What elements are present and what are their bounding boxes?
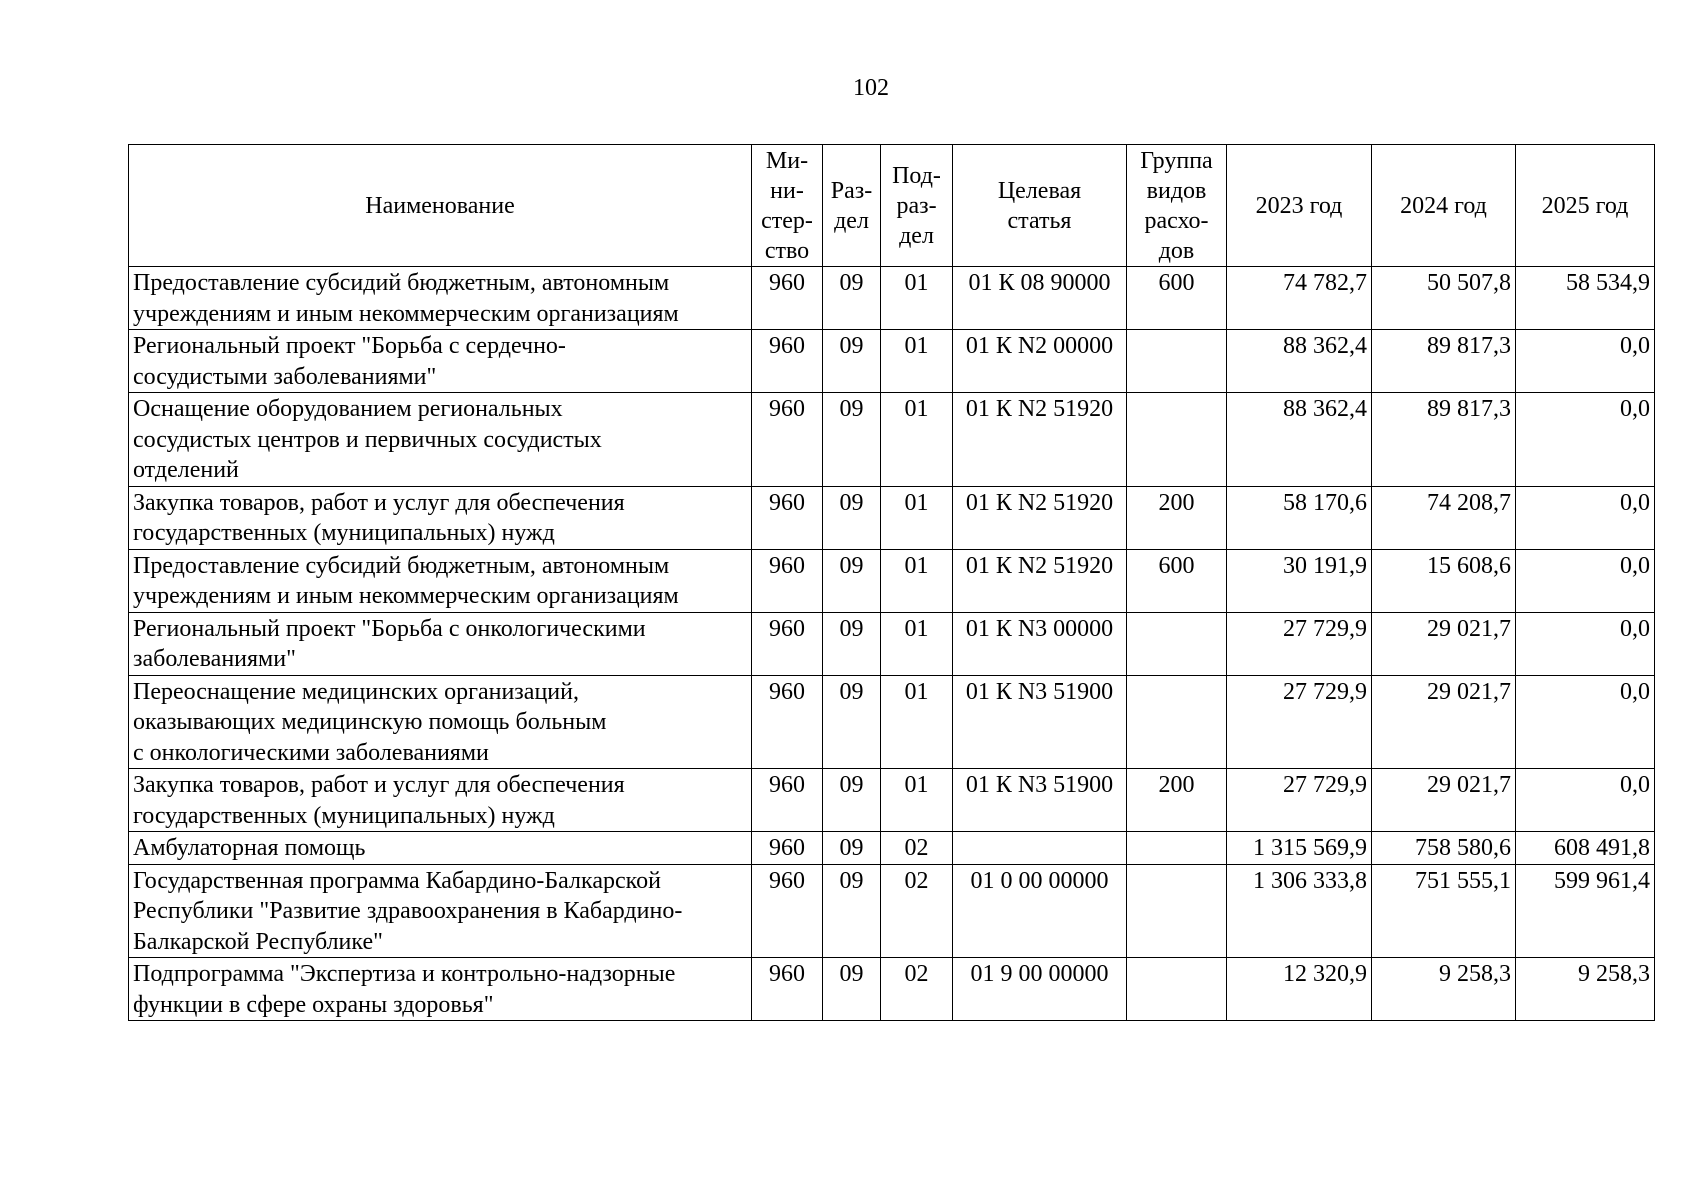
cell-2024: 50 507,8 [1372,267,1516,330]
cell-section: 09 [823,769,881,832]
header-ministry: Ми- ни- стер- ство [752,145,823,267]
cell-2025: 0,0 [1516,393,1655,487]
cell-name: Переоснащение медицинских организаций, оказывающих медицинскую помощь больным с онкологическими заболеваниями [129,675,752,769]
cell-2023: 58 170,6 [1227,486,1372,549]
cell-section: 09 [823,330,881,393]
cell-ministry: 960 [752,486,823,549]
cell-section: 09 [823,958,881,1021]
cell-2023: 27 729,9 [1227,675,1372,769]
cell-subsection: 02 [881,958,953,1021]
table-row [129,769,1655,832]
header-2025: 2025 год [1516,145,1655,267]
cell-expense-group [1127,864,1227,958]
cell-2023: 12 320,9 [1227,958,1372,1021]
cell-ministry: 960 [752,769,823,832]
cell-section: 09 [823,864,881,958]
cell-2023: 88 362,4 [1227,393,1372,487]
table-row [129,958,1655,1021]
cell-target: 01 К N3 00000 [953,612,1127,675]
cell-subsection: 01 [881,267,953,330]
cell-ministry: 960 [752,864,823,958]
cell-2024: 29 021,7 [1372,675,1516,769]
cell-section: 09 [823,267,881,330]
cell-2024: 15 608,6 [1372,549,1516,612]
cell-expense-group: 200 [1127,486,1227,549]
cell-2024: 758 580,6 [1372,832,1516,865]
table-row [129,675,1655,769]
cell-ministry: 960 [752,549,823,612]
cell-section: 09 [823,486,881,549]
header-expense-group: Группа видов расхо- дов [1127,145,1227,267]
cell-2025: 0,0 [1516,330,1655,393]
cell-expense-group: 200 [1127,769,1227,832]
cell-2025: 599 961,4 [1516,864,1655,958]
cell-2024: 29 021,7 [1372,769,1516,832]
cell-target: 01 К N2 51920 [953,486,1127,549]
cell-2025: 58 534,9 [1516,267,1655,330]
table-row [129,612,1655,675]
cell-name: Закупка товаров, работ и услуг для обеспечения государственных (муниципальных) нужд [129,486,752,549]
table-row [129,832,1655,865]
cell-expense-group [1127,393,1227,487]
cell-2024: 89 817,3 [1372,393,1516,487]
cell-ministry: 960 [752,832,823,865]
cell-target: 01 К 08 90000 [953,267,1127,330]
cell-subsection: 02 [881,832,953,865]
cell-section: 09 [823,393,881,487]
cell-2024: 89 817,3 [1372,330,1516,393]
cell-expense-group [1127,675,1227,769]
cell-target [953,832,1127,865]
cell-2023: 27 729,9 [1227,769,1372,832]
cell-ministry: 960 [752,612,823,675]
cell-target: 01 0 00 00000 [953,864,1127,958]
table-row [129,549,1655,612]
cell-expense-group [1127,832,1227,865]
cell-2024: 751 555,1 [1372,864,1516,958]
cell-name: Подпрограмма "Экспертиза и контрольно-надзорные функции в сфере охраны здоровья" [129,958,752,1021]
header-section: Раз- дел [823,145,881,267]
cell-subsection: 01 [881,486,953,549]
cell-2025: 9 258,3 [1516,958,1655,1021]
cell-2025: 0,0 [1516,612,1655,675]
cell-expense-group [1127,612,1227,675]
table-row [129,864,1655,958]
cell-2024: 9 258,3 [1372,958,1516,1021]
cell-ministry: 960 [752,330,823,393]
cell-expense-group [1127,958,1227,1021]
budget-table [128,144,1655,1021]
cell-name: Государственная программа Кабардино-Балкарской Республики "Развитие здравоохранения в Кабардино- Балкарской Республике" [129,864,752,958]
cell-subsection: 01 [881,393,953,487]
cell-section: 09 [823,675,881,769]
cell-2025: 0,0 [1516,675,1655,769]
header-target: Целевая статья [953,145,1127,267]
cell-name: Оснащение оборудованием региональных сосудистых центров и первичных сосудистых отделений [129,393,752,487]
cell-target: 01 9 00 00000 [953,958,1127,1021]
cell-2025: 0,0 [1516,486,1655,549]
table-row [129,486,1655,549]
cell-subsection: 01 [881,675,953,769]
cell-section: 09 [823,549,881,612]
cell-2023: 30 191,9 [1227,549,1372,612]
cell-target: 01 К N3 51900 [953,769,1127,832]
cell-name: Амбулаторная помощь [129,832,752,865]
cell-2023: 88 362,4 [1227,330,1372,393]
cell-subsection: 02 [881,864,953,958]
cell-expense-group [1127,330,1227,393]
cell-ministry: 960 [752,675,823,769]
page-number: 102 [853,75,889,101]
cell-subsection: 01 [881,769,953,832]
cell-2025: 0,0 [1516,769,1655,832]
cell-2024: 29 021,7 [1372,612,1516,675]
cell-name: Предоставление субсидий бюджетным, автономным учреждениям и иным некоммерческим организациям [129,549,752,612]
cell-2023: 1 315 569,9 [1227,832,1372,865]
cell-2023: 27 729,9 [1227,612,1372,675]
table-row [129,393,1655,487]
cell-target: 01 К N2 51920 [953,393,1127,487]
cell-2023: 74 782,7 [1227,267,1372,330]
cell-ministry: 960 [752,958,823,1021]
cell-2024: 74 208,7 [1372,486,1516,549]
cell-subsection: 01 [881,549,953,612]
cell-name: Региональный проект "Борьба с сердечно- сосудистыми заболеваниями" [129,330,752,393]
header-2023: 2023 год [1227,145,1372,267]
cell-ministry: 960 [752,393,823,487]
cell-name: Региональный проект "Борьба с онкологическими заболеваниями" [129,612,752,675]
cell-name: Предоставление субсидий бюджетным, автономным учреждениям и иным некоммерческим организациям [129,267,752,330]
table-row [129,267,1655,330]
table-body [129,267,1655,1021]
cell-2023: 1 306 333,8 [1227,864,1372,958]
cell-expense-group: 600 [1127,267,1227,330]
cell-section: 09 [823,832,881,865]
cell-target: 01 К N2 51920 [953,549,1127,612]
cell-ministry: 960 [752,267,823,330]
cell-subsection: 01 [881,330,953,393]
header-subsection: Под- раз- дел [881,145,953,267]
cell-expense-group: 600 [1127,549,1227,612]
table-row [129,330,1655,393]
header-2024: 2024 год [1372,145,1516,267]
cell-subsection: 01 [881,612,953,675]
cell-section: 09 [823,612,881,675]
cell-target: 01 К N2 00000 [953,330,1127,393]
cell-2025: 0,0 [1516,549,1655,612]
cell-target: 01 К N3 51900 [953,675,1127,769]
cell-2025: 608 491,8 [1516,832,1655,865]
header-name: Наименование [129,145,752,267]
table-header-row [129,145,1655,267]
cell-name: Закупка товаров, работ и услуг для обеспечения государственных (муниципальных) нужд [129,769,752,832]
